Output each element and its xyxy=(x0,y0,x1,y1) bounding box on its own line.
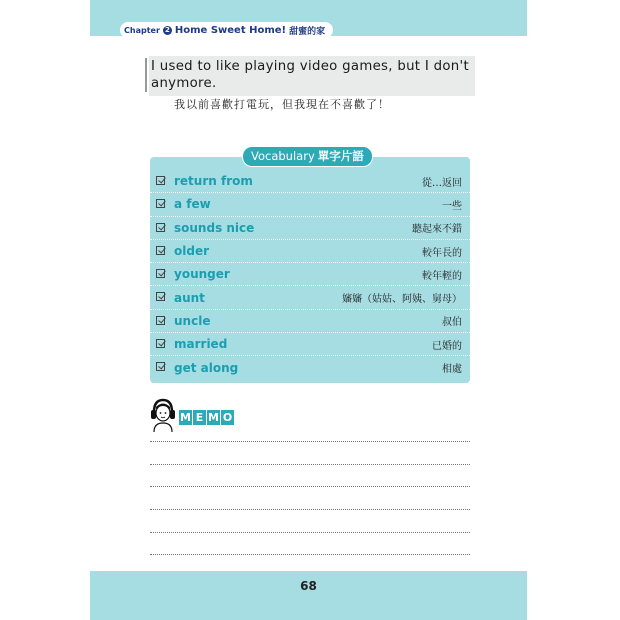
memo-line xyxy=(150,464,470,465)
memo-line xyxy=(150,532,470,533)
vocabulary-row xyxy=(150,217,470,240)
chapter-title-zh: 甜蜜的家 xyxy=(289,26,326,37)
vocabulary-term: aunt xyxy=(174,290,205,305)
memo-letter: E xyxy=(193,410,206,425)
vocabulary-meaning: 聽起來不錯 xyxy=(412,224,462,236)
chapter-tab xyxy=(120,22,333,38)
vocabulary-term: a few xyxy=(174,197,211,212)
checkbox-icon xyxy=(156,316,165,325)
checkbox-icon xyxy=(156,339,165,348)
vocabulary-title-en: Vocabulary xyxy=(251,149,315,163)
checkbox-icon xyxy=(156,269,165,278)
checkbox-icon xyxy=(156,223,165,232)
memo-letter: M xyxy=(180,411,191,424)
vocabulary-meaning: 較年長的 xyxy=(422,247,462,259)
memo-line xyxy=(150,554,470,555)
chapter-number: 2 xyxy=(163,26,172,35)
vocabulary-meaning: 較年輕的 xyxy=(422,270,462,282)
vocabulary-title xyxy=(242,146,373,167)
vocabulary-row xyxy=(150,170,470,193)
vocabulary-term: uncle xyxy=(174,313,211,328)
chapter-title: Home Sweet Home! xyxy=(174,24,287,36)
vocabulary-row xyxy=(150,193,470,216)
vocabulary-list xyxy=(150,170,470,379)
example-sentence-chinese: 我以前喜歡打電玩，但我現在不喜歡了！ xyxy=(174,98,390,111)
vocabulary-meaning: 從…返回 xyxy=(422,177,462,189)
sentence-accent-bar xyxy=(145,58,147,92)
vocabulary-row xyxy=(150,240,470,263)
vocabulary-box xyxy=(150,157,470,383)
vocabulary-meaning: 嬸嬸（姑姑、阿姨、舅母） xyxy=(342,294,462,306)
memo-lines xyxy=(150,441,470,577)
vocabulary-term: married xyxy=(174,337,228,352)
checkbox-icon xyxy=(156,176,165,185)
chapter-label: Chapter xyxy=(124,25,160,35)
example-sentence-english: I used to like playing video games, but I don't anymore. xyxy=(151,59,469,91)
memo-line xyxy=(150,441,470,442)
vocabulary-meaning: 一些 xyxy=(442,200,462,212)
vocabulary-row xyxy=(150,333,470,356)
vocabulary-term: return from xyxy=(174,174,253,189)
checkbox-icon xyxy=(156,199,165,208)
checkbox-icon xyxy=(156,246,165,255)
vocabulary-row xyxy=(150,263,470,286)
memo-label xyxy=(179,410,235,425)
checkbox-icon xyxy=(156,362,165,371)
vocabulary-meaning: 叔伯 xyxy=(442,317,462,329)
checkbox-icon xyxy=(156,292,165,301)
vocabulary-meaning: 相處 xyxy=(442,364,462,376)
page-number: 68 xyxy=(300,579,317,593)
vocabulary-meaning: 已婚的 xyxy=(432,340,462,352)
vocabulary-term: older xyxy=(174,244,210,259)
vocabulary-row xyxy=(150,286,470,309)
headphones-avatar-icon xyxy=(148,396,178,432)
memo-letter: O xyxy=(222,411,233,424)
example-sentence-box xyxy=(149,56,475,96)
vocabulary-row xyxy=(150,356,470,378)
vocabulary-term: sounds nice xyxy=(174,220,255,235)
memo-letter: M xyxy=(208,411,219,424)
memo-line xyxy=(150,509,470,510)
memo-line xyxy=(150,486,470,487)
vocabulary-term: younger xyxy=(174,267,230,282)
vocabulary-term: get along xyxy=(174,360,239,375)
vocabulary-row xyxy=(150,310,470,333)
vocabulary-title-zh: 單字片語 xyxy=(317,149,364,163)
